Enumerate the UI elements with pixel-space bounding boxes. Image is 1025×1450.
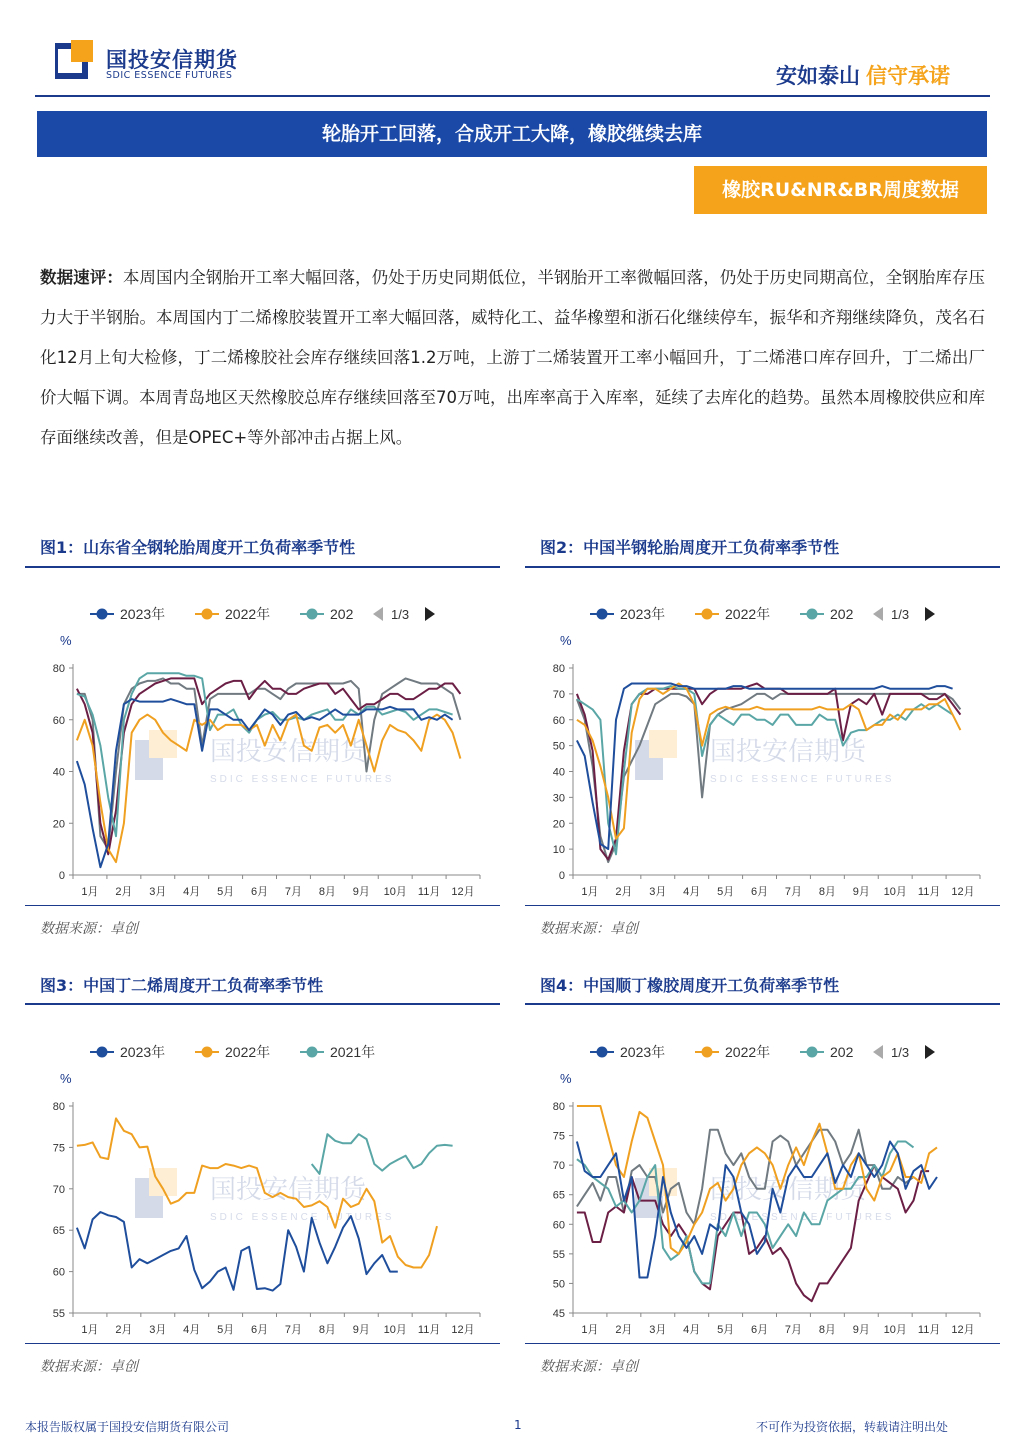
figure-2-rule: [525, 566, 1000, 568]
figure-4-chart: [525, 1028, 1000, 1343]
x-tick-label: 5月: [717, 886, 735, 898]
x-tick-label: 2月: [115, 1324, 133, 1336]
brand-name-cn: 国投安信期货: [106, 48, 238, 72]
summary-text: 本周国内全钢胎开工率大幅回落，仍处于历史同期低位，半钢胎开工率微幅回落，仍处于历史同期高位，全钢胎库存压力大于半钢胎。本周国内丁二烯橡胶装置开工率大幅回落，威特化工、益华橡塑和浙石化继续停车，振华和齐翔继续降负，茂名石化12月上旬大检修，丁二烯橡胶社会库存继续回落1.2万吨，上游丁二烯装置开工率小幅回升，丁二烯港口库存回升，丁二烯出厂价大幅下调。本周青岛地区天然橡胶总库存继续回落至70万吨，出库率高于入库率，延续了去库化的趋势。虽然本周橡胶供应和库存面继续改善，但是OPEC+等外部冲击占据上风。: [40, 268, 986, 447]
x-tick-label: 11月: [417, 1324, 441, 1336]
y-tick-label: 0: [58, 870, 65, 882]
x-tick-label: 2月: [615, 1324, 633, 1336]
watermark-text-en: SDIC ESSENCE FUTURES: [710, 774, 895, 785]
figure-3-source: 数据来源：卓创: [40, 1359, 138, 1375]
watermark-text-en: SDIC ESSENCE FUTURES: [210, 1212, 395, 1223]
x-tick-label: 5月: [717, 1324, 735, 1336]
x-tick-label: 10月: [383, 1324, 407, 1336]
x-tick-label: 9月: [852, 1324, 870, 1336]
x-tick-label: 1月: [581, 1324, 599, 1336]
x-tick-label: 3月: [649, 886, 667, 898]
brand-name-en: SDIC ESSENCE FUTURES: [106, 70, 233, 81]
x-tick-label: 4月: [683, 886, 701, 898]
legend-label: 2023年: [120, 606, 166, 622]
y-tick-label: 40: [52, 766, 65, 779]
series-line-2: [312, 1134, 453, 1174]
y-tick-label: 60: [552, 1219, 565, 1232]
legend-marker: [97, 1047, 108, 1058]
company-logo-icon: [55, 40, 95, 80]
legend-prev-icon: [873, 1045, 883, 1059]
legend-prev-icon: [873, 607, 883, 621]
legend-label: 2022年: [225, 1044, 271, 1060]
legend-label: 2022年: [725, 606, 771, 622]
report-headline: 轮胎开工回落，合成开工大降，橡胶继续去库: [37, 111, 987, 157]
figure-4-rule: [525, 1003, 1000, 1005]
legend-page-label: 1/3: [891, 1045, 910, 1060]
watermark-text-en: SDIC ESSENCE FUTURES: [710, 1212, 895, 1223]
x-tick-label: 8月: [818, 886, 836, 898]
data-summary: [40, 258, 985, 458]
watermark-text: 国投安信期货: [210, 1174, 367, 1204]
y-axis-unit: %: [560, 633, 572, 648]
legend-marker: [597, 609, 608, 620]
x-tick-label: 4月: [183, 886, 201, 898]
x-tick-label: 1月: [81, 1324, 99, 1336]
legend-marker: [807, 1047, 818, 1058]
legend-page-label: 1/3: [391, 607, 410, 622]
x-tick-label: 10月: [383, 886, 407, 898]
y-axis-unit: %: [560, 1071, 572, 1086]
y-tick-label: 20: [552, 818, 565, 831]
figure-3-title: 图3：中国丁二烯周度开工负荷率季节性: [40, 976, 324, 995]
legend-page-label: 1/3: [891, 607, 910, 622]
y-tick-label: 65: [552, 1189, 565, 1202]
legend-label: 2022年: [225, 606, 271, 622]
legend-next-icon: [925, 607, 935, 621]
slogan-part-1: 安如泰山: [776, 64, 860, 88]
y-tick-label: 60: [52, 1266, 65, 1279]
figure-4-title: 图4：中国顺丁橡胶周度开工负荷率季节性: [540, 976, 840, 995]
x-tick-label: 10月: [883, 886, 907, 898]
x-tick-label: 6月: [250, 1324, 269, 1336]
y-tick-label: 30: [552, 792, 565, 805]
x-tick-label: 11月: [417, 886, 441, 898]
slogan: [776, 60, 950, 90]
y-tick-label: 70: [552, 688, 565, 701]
x-tick-label: 11月: [917, 886, 941, 898]
y-tick-label: 75: [552, 1130, 565, 1143]
x-tick-label: 7月: [784, 1324, 803, 1336]
footer-copyright: 本报告版权属于国投安信期货有限公司: [25, 1420, 230, 1434]
watermark-text-en: SDIC ESSENCE FUTURES: [210, 774, 395, 785]
y-tick-label: 55: [552, 1248, 565, 1261]
x-tick-label: 10月: [883, 1324, 907, 1336]
watermark: [635, 730, 894, 785]
x-tick-label: 4月: [183, 1324, 201, 1336]
figure-3-bottom-rule: [25, 1343, 500, 1344]
y-tick-label: 0: [558, 870, 565, 882]
summary-lead: 数据速评：: [40, 268, 123, 287]
x-tick-label: 3月: [149, 1324, 167, 1336]
x-tick-label: 5月: [217, 1324, 235, 1336]
legend-prev-icon: [373, 607, 383, 621]
legend-marker: [202, 609, 213, 620]
figure-3-chart: [25, 1028, 500, 1343]
figure-2-bottom-rule: [525, 905, 1000, 906]
slogan-part-2: 信守承诺: [866, 64, 950, 88]
watermark-text: 国投安信期货: [710, 1174, 867, 1204]
header-divider: [35, 95, 990, 97]
legend-label: 202: [330, 606, 354, 622]
legend-marker: [702, 609, 713, 620]
watermark-logo-accent-icon: [149, 730, 177, 758]
footer-disclaimer: 不可作为投资依据，转载请注明出处: [756, 1420, 949, 1434]
x-tick-label: 12月: [951, 1324, 975, 1336]
x-tick-label: 12月: [951, 886, 975, 898]
legend-label: 2023年: [620, 1044, 666, 1060]
x-tick-label: 8月: [318, 1324, 336, 1336]
y-tick-label: 80: [552, 1101, 565, 1113]
x-tick-label: 8月: [818, 1324, 836, 1336]
x-tick-label: 2月: [615, 886, 633, 898]
y-tick-label: 70: [552, 1160, 565, 1173]
legend-marker: [597, 1047, 608, 1058]
x-tick-label: 1月: [81, 886, 99, 898]
figure-1-rule: [25, 566, 500, 568]
legend-marker: [202, 1047, 213, 1058]
figure-4-bottom-rule: [525, 1343, 1000, 1344]
series-line-1: [77, 715, 461, 863]
figure-2-source: 数据来源：卓创: [540, 921, 638, 937]
figure-1-bottom-rule: [25, 905, 500, 906]
figure-1-title: 图1：山东省全钢轮胎周度开工负荷率季节性: [40, 538, 356, 557]
x-tick-label: 12月: [451, 1324, 475, 1336]
x-tick-label: 12月: [451, 886, 475, 898]
y-tick-label: 40: [552, 766, 565, 779]
x-tick-label: 5月: [217, 886, 235, 898]
y-tick-label: 80: [552, 663, 565, 675]
x-tick-label: 3月: [149, 886, 167, 898]
figure-1-chart: [25, 590, 500, 905]
legend-label: 2023年: [620, 606, 666, 622]
x-tick-label: 7月: [284, 1324, 303, 1336]
legend-marker: [702, 1047, 713, 1058]
legend-marker: [307, 1047, 318, 1058]
watermark-logo-accent-icon: [649, 730, 677, 758]
x-tick-label: 9月: [352, 1324, 370, 1336]
x-tick-label: 8月: [318, 886, 336, 898]
watermark: [135, 1168, 394, 1223]
x-tick-label: 7月: [284, 886, 303, 898]
y-tick-label: 65: [52, 1225, 65, 1238]
x-tick-label: 6月: [750, 886, 769, 898]
y-tick-label: 70: [52, 1183, 65, 1196]
x-tick-label: 6月: [750, 1324, 769, 1336]
y-tick-label: 60: [52, 714, 65, 727]
y-tick-label: 60: [552, 714, 565, 727]
series-line-0: [77, 1212, 398, 1291]
x-tick-label: 9月: [352, 886, 370, 898]
legend-marker: [307, 609, 318, 620]
legend-next-icon: [925, 1045, 935, 1059]
footer-page-number: 1: [514, 1418, 522, 1432]
x-tick-label: 3月: [649, 1324, 667, 1336]
y-tick-label: 10: [552, 844, 565, 857]
legend-marker: [807, 609, 818, 620]
x-tick-label: 11月: [917, 1324, 941, 1336]
watermark-text: 国投安信期货: [210, 736, 367, 766]
y-tick-label: 55: [52, 1308, 65, 1320]
figure-3-rule: [25, 1003, 500, 1005]
figure-1-source: 数据来源：卓创: [40, 921, 138, 937]
legend-label: 202: [830, 1044, 854, 1060]
x-tick-label: 7月: [784, 886, 803, 898]
y-tick-label: 50: [552, 1278, 565, 1291]
y-axis-unit: %: [60, 633, 72, 648]
y-tick-label: 80: [52, 1101, 65, 1113]
y-axis-unit: %: [60, 1071, 72, 1086]
watermark-text: 国投安信期货: [710, 736, 867, 766]
y-tick-label: 75: [52, 1142, 65, 1155]
series-line-3: [77, 678, 461, 854]
x-tick-label: 2月: [115, 886, 133, 898]
figure-2-chart: [525, 590, 1000, 905]
x-tick-label: 9月: [852, 886, 870, 898]
legend-label: 2022年: [725, 1044, 771, 1060]
legend-marker: [97, 609, 108, 620]
figure-4-source: 数据来源：卓创: [540, 1359, 638, 1375]
legend-label: 202: [830, 606, 854, 622]
legend-next-icon: [425, 607, 435, 621]
x-tick-label: 6月: [250, 886, 269, 898]
legend-label: 2023年: [120, 1044, 166, 1060]
figure-2-title: 图2：中国半钢轮胎周度开工负荷率季节性: [540, 538, 840, 557]
y-tick-label: 45: [552, 1308, 565, 1320]
y-tick-label: 80: [52, 663, 65, 675]
x-tick-label: 1月: [581, 886, 599, 898]
x-tick-label: 4月: [683, 1324, 701, 1336]
y-tick-label: 50: [552, 740, 565, 753]
y-tick-label: 20: [52, 818, 65, 831]
legend-label: 2021年: [330, 1044, 376, 1060]
report-tag: 橡胶RU&NR&BR周度数据: [694, 166, 987, 214]
series-line-2: [577, 686, 953, 854]
watermark: [135, 730, 394, 785]
